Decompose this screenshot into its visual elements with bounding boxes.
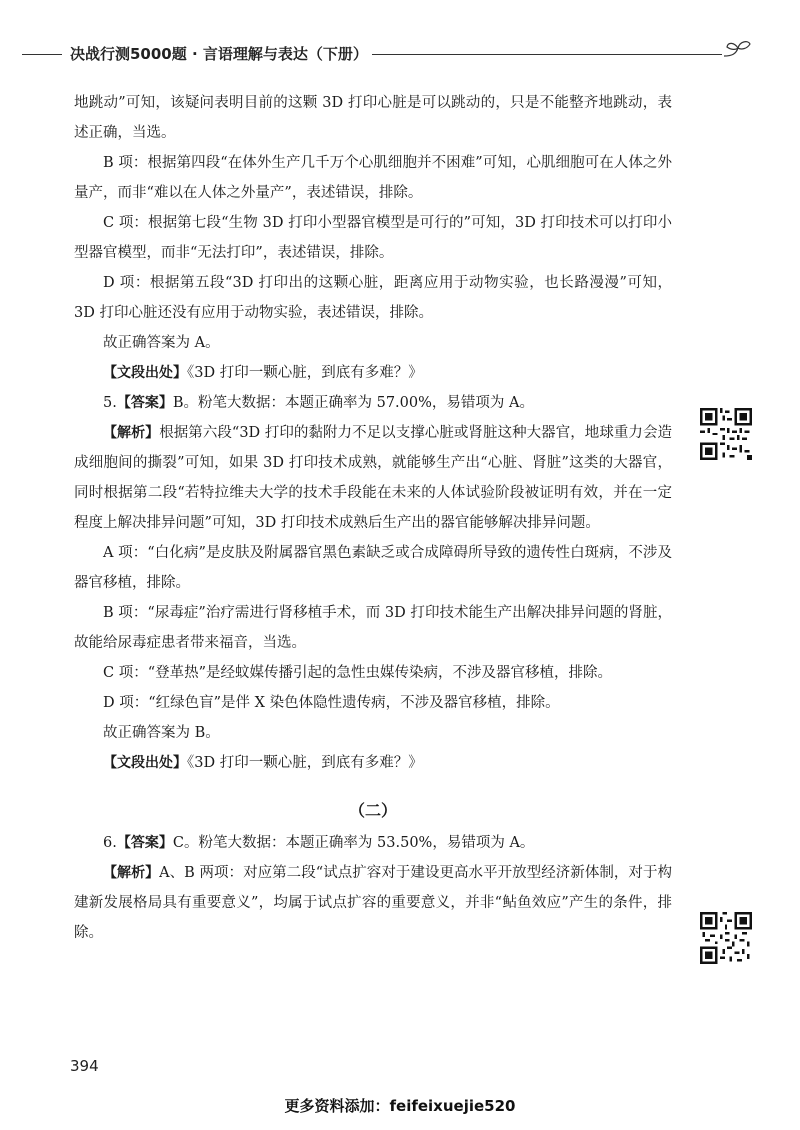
option-c-analysis: C 项：“登革热”是经蚊媒传播引起的急性虫媒传染病，不涉及器官移植，排除。 — [103, 665, 613, 681]
analysis-tag: 【解析】 — [103, 865, 160, 881]
sprout-icon — [722, 38, 756, 66]
section-heading: （二） — [348, 801, 397, 820]
page-header — [0, 38, 800, 68]
page-body — [74, 88, 672, 948]
correct-answer-statement: 故正确答案为 B。 — [103, 725, 220, 741]
page-number: 394 — [70, 1057, 99, 1075]
answer-text: C。粉笔大数据：本题正确率为 53.50%，易错项为 A。 — [172, 835, 535, 851]
analysis-text: A、B 两项：对应第二段“试点扩容对于建设更高水平开放型经济新体制，对于构建新发展格局具有重要意义”，均属于试点扩容的重要意义，并非“鲇鱼效应”产生的条件，排除。 — [74, 865, 672, 941]
answer-tag: 【答案】 — [116, 835, 173, 851]
option-d-analysis: D 项：“红绿色盲”是伴 X 染色体隐性遗传病，不涉及器官移植，排除。 — [103, 695, 560, 711]
qr-code-icon[interactable] — [700, 912, 752, 964]
source-title: 《3D 打印一颗心脏，到底有多难？》 — [187, 365, 423, 381]
footer-watermark-note: 更多资料添加：feifeixuejie520 — [284, 1097, 516, 1115]
option-d-analysis: D 项：根据第五段“3D 打印出的这颗心脏，距离应用于动物实验，也长路漫漫”可知，3D 打印心脏还没有应用于动物实验，表述错误，排除。 — [74, 275, 672, 321]
option-b-analysis: B 项：“尿毒症”治疗需进行肾移植手术，而 3D 打印技术能生产出解决排异问题的肾脏，故能给尿毒症患者带来福音，当选。 — [74, 605, 672, 651]
option-b-analysis: B 项：根据第四段“在体外生产几千万个心肌细胞并不困难”可知，心肌细胞可在人体之外量产，而非“难以在人体之外量产”，表述错误，排除。 — [74, 155, 672, 201]
header-rule-right — [372, 54, 722, 55]
source-tag: 【文段出处】 — [103, 755, 187, 771]
answer-tag: 【答案】 — [116, 395, 173, 411]
book-title: 决战行测5000题 · 言语理解与表达（下册） — [70, 45, 368, 63]
question-number: 6. — [103, 835, 117, 851]
question-6-analysis — [74, 858, 672, 948]
option-a-analysis: A 项：“白化病”是皮肤及附属器官黑色素缺乏或合成障碍所导致的遗传性白斑病，不涉及器官移植，排除。 — [74, 545, 672, 591]
answer-text: B。粉笔大数据：本题正确率为 57.00%，易错项为 A。 — [172, 395, 534, 411]
source-tag: 【文段出处】 — [103, 365, 187, 381]
source-line — [74, 748, 672, 778]
question-5-answer — [74, 388, 672, 418]
header-rule-left — [22, 54, 62, 55]
analysis-text: 根据第六段“3D 打印的黏附力不足以支撑心脏或肾脏这种大器官，地球重力会造成细胞间的撕裂”可知，如果 3D 打印技术成熟，就能够生产出“心脏、肾脏”这类的大器官，同时根据第二段“若特拉维夫大学的技术手段能在未来的人体试验阶段被证明有效，并在一定程度上解决排异问题”可知，3D 打印技术成熟后生产出的器官能够解决排异问题。 — [74, 425, 673, 531]
question-6-answer — [74, 828, 672, 858]
source-title: 《3D 打印一颗心脏，到底有多难？》 — [187, 755, 423, 771]
paragraph-continuation: 地跳动”可知，该疑问表明目前的这颗 3D 打印心脏是可以跳动的，只是不能整齐地跳动，表述正确，当选。 — [74, 95, 672, 141]
correct-answer-statement: 故正确答案为 A。 — [103, 335, 220, 351]
qr-code-icon[interactable] — [700, 408, 752, 460]
analysis-tag: 【解析】 — [103, 425, 160, 441]
source-line — [74, 358, 672, 388]
option-c-analysis: C 项：根据第七段“生物 3D 打印小型器官模型是可行的”可知，3D 打印技术可以打印小型器官模型，而非“无法打印”，表述错误，排除。 — [74, 215, 672, 261]
question-number: 5. — [103, 395, 117, 411]
question-5-analysis — [74, 418, 672, 538]
